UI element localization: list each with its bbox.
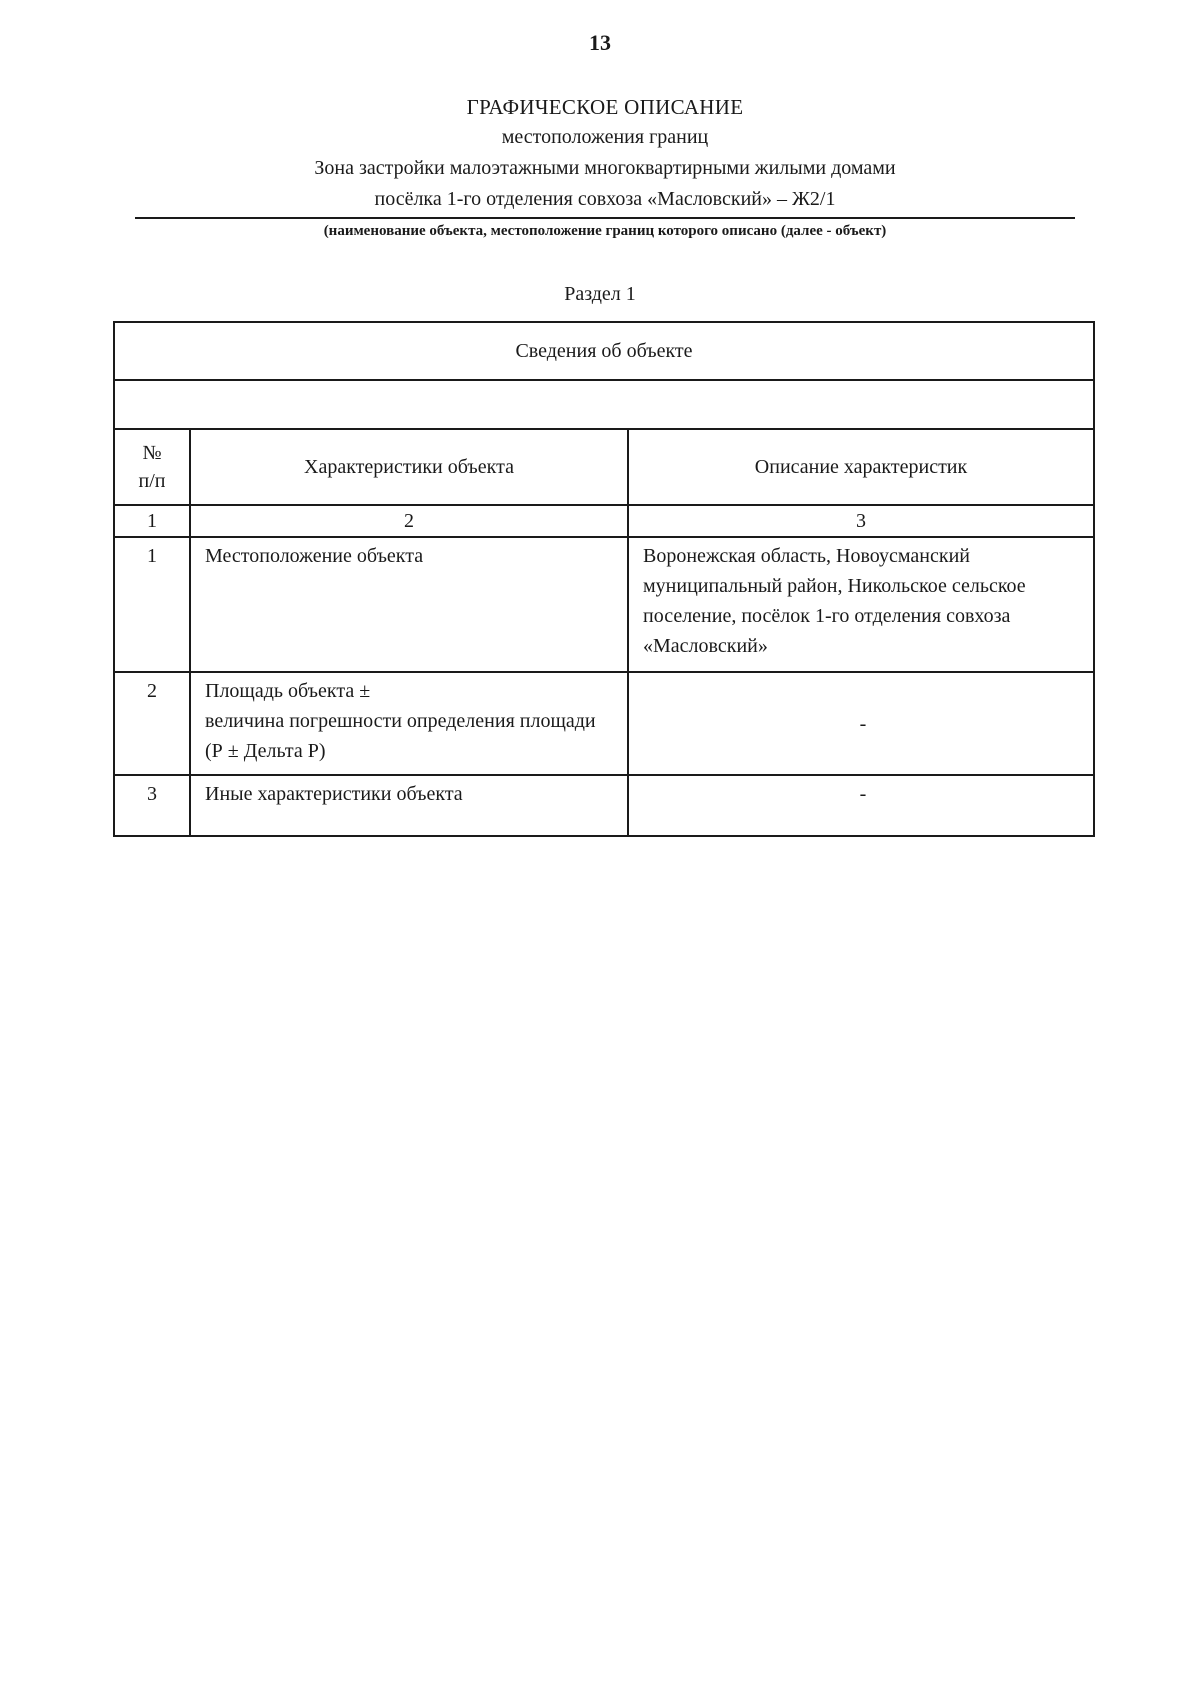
section-label: Раздел 1	[564, 283, 636, 305]
blank-cell	[114, 380, 1094, 429]
document-subtitle: местоположения границ	[501, 126, 709, 148]
row-number: 2	[114, 672, 190, 775]
table-row	[114, 537, 1094, 672]
object-name-line-1: Зона застройки малоэтажными многоквартирными жилыми домами	[314, 157, 896, 179]
row-characteristic: Местоположение объекта	[190, 537, 628, 672]
table-header-row	[114, 429, 1094, 505]
column-number: 2	[190, 505, 628, 537]
column-number: 3	[628, 505, 1094, 537]
column-number-row	[114, 505, 1094, 537]
row-number: 1	[114, 537, 190, 672]
header-characteristics: Характеристики объекта	[190, 429, 628, 505]
table-blank-row	[114, 380, 1094, 429]
header-underline	[135, 217, 1075, 219]
page-number: 13	[589, 30, 611, 55]
row-description: Воронежская область, Новоусманский муниципальный район, Никольское сельское поселение, посёлок 1-го отделения совхоза «Масловский»	[628, 537, 1094, 672]
row-number: 3	[114, 775, 190, 836]
document-header	[135, 92, 1075, 242]
table-row	[114, 775, 1094, 836]
row-description: -	[628, 672, 1094, 775]
header-num: № п/п	[114, 429, 190, 505]
table-title-row	[114, 322, 1094, 380]
row-description: -	[628, 775, 1094, 836]
column-number: 1	[114, 505, 190, 537]
row-characteristic: Иные характеристики объекта	[190, 775, 628, 836]
document-title: ГРАФИЧЕСКОЕ ОПИСАНИЕ	[466, 95, 744, 119]
row-characteristic: Площадь объекта ± величина погрешности определения площади (Р ± Дельта Р)	[190, 672, 628, 775]
header-description: Описание характеристик	[628, 429, 1094, 505]
table-row	[114, 672, 1094, 775]
table-title: Сведения об объекте	[114, 322, 1094, 380]
object-info-table	[113, 321, 1095, 837]
object-name-line-2: посёлка 1-го отделения совхоза «Масловский» – Ж2/1	[374, 188, 836, 210]
object-name-caption: (наименование объекта, местоположение границ которого описано (далее - объект)	[323, 223, 887, 239]
